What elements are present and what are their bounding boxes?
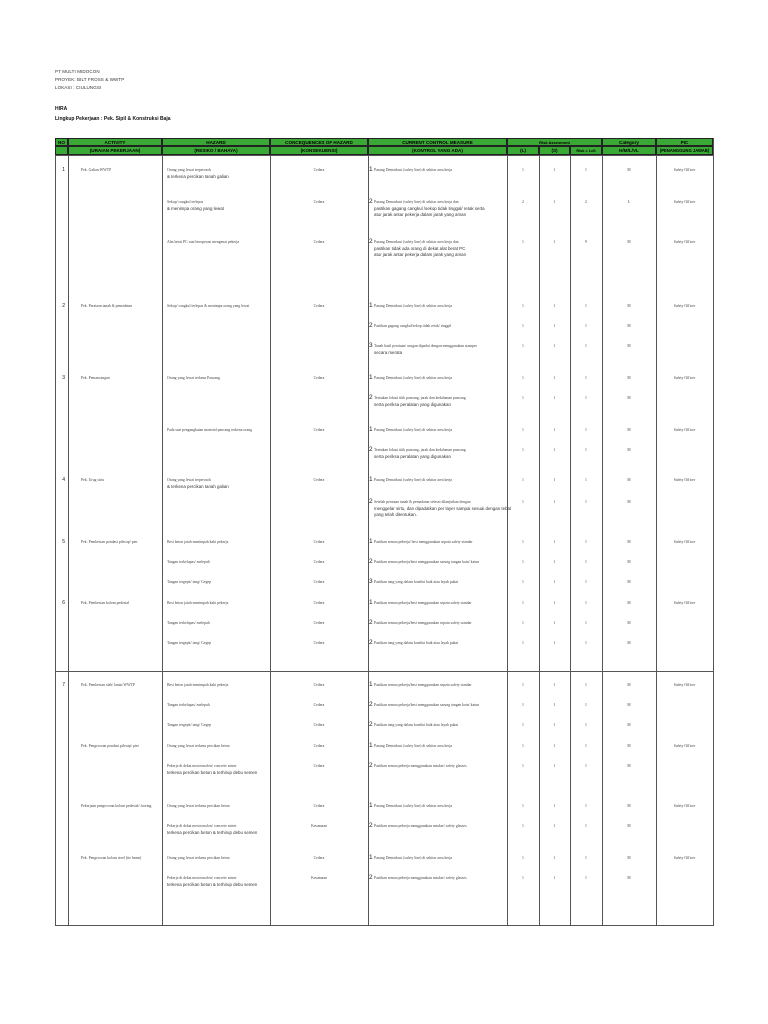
- hazard-text: Tangan tergepit/ tang/ Gegep: [167, 723, 212, 727]
- consequence-text: Cedera: [313, 683, 325, 687]
- risk-value: 1: [585, 376, 587, 380]
- consequence-text: Cedera: [313, 703, 325, 707]
- risk-value: 1: [585, 621, 587, 625]
- header-pic: PIC: [656, 138, 713, 146]
- control-text: Pastikan tang yang dalam kondisi baik atau layak pakai: [374, 580, 459, 584]
- consequence-text: Cedera: [313, 856, 325, 860]
- control-number: 2: [369, 822, 373, 829]
- likelihood-value: 1: [522, 344, 524, 348]
- risk-value: 1: [585, 324, 587, 328]
- control-text-line2: secara merata: [374, 350, 403, 355]
- severity-value: 1: [553, 641, 556, 645]
- likelihood-value: 1: [522, 560, 524, 564]
- risk-value: 1: [585, 703, 587, 707]
- header-hazard-sub: (RESIKO / BAHAYA): [162, 146, 270, 155]
- severity-value: 1: [553, 324, 556, 328]
- category-value: M: [627, 601, 631, 605]
- control-number: 2: [369, 498, 373, 505]
- likelihood-value: 1: [522, 580, 524, 584]
- consequence-text: Cedera: [313, 540, 325, 544]
- category-value: M: [627, 344, 631, 348]
- pic-value: Safety Officer: [673, 428, 696, 432]
- pic-value: Safety Officer: [673, 240, 696, 244]
- pic-value: Safety Officer: [673, 478, 696, 482]
- header-category-sub: H/M/L/VL: [602, 146, 656, 155]
- severity-value: 1: [553, 200, 556, 204]
- risk-value: 1: [585, 876, 587, 880]
- hazard-text: Besi beton jatuh menimpah kaki pekerja: [167, 540, 229, 544]
- risk-value: 1: [585, 448, 587, 452]
- pic-value: Safety Officer: [673, 540, 696, 544]
- control-text-line2: serta periksa peralatan yang digunakan: [374, 402, 451, 407]
- hazard-text: Orang yang lewat terperosok: [167, 478, 211, 482]
- hazard-text: Pekerja di dekat mesin molen/ concrete mixer: [167, 876, 237, 880]
- severity-value: 1: [553, 876, 556, 880]
- severity-value: 1: [553, 804, 556, 808]
- row-number: 1: [62, 167, 65, 173]
- control-number: 1: [369, 854, 373, 861]
- severity-value: 1: [553, 168, 556, 172]
- category-value: M: [627, 683, 631, 687]
- likelihood-value: 1: [522, 703, 524, 707]
- activity-text: Pek. Pemancangan: [81, 376, 110, 380]
- pic-value: Safety Officer: [673, 168, 696, 172]
- risk-value: 1: [585, 723, 587, 727]
- likelihood-value: 1: [522, 764, 524, 768]
- likelihood-value: 1: [522, 396, 524, 400]
- category-value: M: [627, 304, 631, 308]
- control-number: 2: [369, 558, 373, 565]
- control-text-line3: yang telah ditentukan.: [374, 512, 417, 517]
- control-text: Pastikan semua pekerja menggunakan masker/ safety glasses: [374, 764, 467, 768]
- control-number: 1: [369, 302, 373, 309]
- row-border: [55, 155, 713, 156]
- control-number: 2: [369, 198, 373, 205]
- activity-text: Pekerjaan pengecoran kolom pedestal/ footing: [81, 804, 152, 808]
- category-value: M: [627, 540, 631, 544]
- control-text: Pasang Demarkasi (safety line) di sekitar area kerja: [374, 478, 453, 482]
- header-hazard: HAZARD: [162, 138, 270, 146]
- risk-value: 1: [585, 560, 587, 564]
- row-border: [55, 925, 713, 926]
- header-pic-sub: (PENANGGUNG JAWAB): [656, 146, 713, 155]
- control-text: Pastikan semua pekerja/besi menggunakan sarung tangan kain/ katun: [374, 560, 480, 564]
- activity-text: Pek. Pembesian kolom pedestal: [81, 601, 130, 605]
- hazard-text: Tangan tergepit/ tang/ Gegep: [167, 641, 212, 645]
- control-number: 2: [369, 721, 373, 728]
- control-text: Pastikan semua pekerja/besi menggunakan sarung tangan kain/ katun: [374, 703, 480, 707]
- consequence-text: Cedera: [313, 601, 325, 605]
- control-number: 2: [369, 322, 373, 329]
- category-value: M: [627, 478, 631, 482]
- category-value: M: [627, 428, 631, 432]
- hazard-text: Pada saat pengangkatan material pancang terkena orang: [167, 428, 252, 432]
- risk-value: 1: [585, 824, 587, 828]
- likelihood-value: 1: [522, 621, 524, 625]
- hazard-text: Sekop/ cangkul terlepas: [167, 200, 204, 204]
- risk-value: 1: [585, 304, 587, 308]
- category-value: M: [627, 324, 631, 328]
- hazard-text: Tangan terkelupas/ melepuh: [167, 703, 210, 707]
- control-text: Setelah perataan tanah & pemadatan selesai dilanjutkan dengan: [374, 500, 471, 504]
- control-text: Pasang Demarkasi (safety line) di sekitar area kerja: [374, 304, 453, 308]
- control-text: Tentukan lokasi titik pancang, jarak dan kedalaman pancang: [374, 448, 466, 452]
- control-number: 1: [369, 166, 373, 173]
- header-control-sub: (KONTROL YANG ADA): [368, 146, 507, 155]
- likelihood-value: 1: [522, 744, 524, 748]
- severity-value: 1: [553, 304, 556, 308]
- hazard-text: Tangan tergepit/ tang/ Gegep: [167, 580, 212, 584]
- control-text-line3: atur jarak antar pekerja dalam jarak yang aman: [374, 212, 467, 217]
- activity-text: Pek. Pembesian pondasi pilecap/ pier: [81, 540, 138, 544]
- likelihood-value: 1: [522, 304, 524, 308]
- row-number: 5: [62, 539, 65, 545]
- risk-value: 1: [585, 344, 587, 348]
- category-value: M: [627, 168, 631, 172]
- control-text: Pasang Demarkasi (safety line) di sekitar area kerja: [374, 856, 453, 860]
- control-text-line2: pastikan gagang cangkul /sekop tidak tinggal/ retak serta: [374, 206, 485, 211]
- likelihood-value: 1: [522, 478, 524, 482]
- likelihood-value: 1: [522, 240, 524, 244]
- consequence-text: Cedera: [313, 723, 325, 727]
- hazard-text: Orang yang lewat terperosok: [167, 168, 211, 172]
- consequence-text: Cedera: [313, 744, 325, 748]
- category-value: M: [627, 448, 631, 452]
- activity-text: Pek. Urug sirtu: [81, 478, 105, 482]
- likelihood-value: 1: [522, 683, 524, 687]
- control-number: 2: [369, 446, 373, 453]
- pic-value: Safety Officer: [673, 744, 696, 748]
- control-number: 1: [369, 802, 373, 809]
- severity-value: 1: [553, 344, 556, 348]
- control-text: Tanah hasil perataan/ urugan dipadat dengan menggunakan stamper: [374, 344, 477, 348]
- likelihood-value: 1: [522, 723, 524, 727]
- risk-value: 1: [585, 478, 587, 482]
- pic-value: Safety Officer: [673, 304, 696, 308]
- likelihood-value: 1: [522, 324, 524, 328]
- location: LOKASI : CIULUNGSI: [55, 85, 102, 90]
- severity-value: 1: [553, 428, 556, 432]
- control-text: Pastikan tang yang dalam kondisi baik atau layak pakai: [374, 723, 459, 727]
- likelihood-value: 1: [522, 641, 524, 645]
- category-value: M: [627, 703, 631, 707]
- consequence-text: Cedera: [313, 764, 325, 768]
- severity-value: 1: [553, 601, 556, 605]
- hazard-text-line2: terkena percikan beton & terhirup debu semen: [167, 882, 258, 887]
- control-text: Pastikan semua pekerja/ besi menggunakan sepatu safety standar: [374, 540, 473, 544]
- row-number: 3: [62, 375, 65, 381]
- consequence-text: Cedera: [313, 804, 325, 808]
- pic-value: Safety Officer: [673, 804, 696, 808]
- hazard-text: Alat berat PC saat beroperasi mengenai pekerja: [167, 240, 240, 244]
- control-text: Pasang Demarkasi (safety line) di sekitar area kerja: [374, 168, 453, 172]
- header-risk-rank: Risk = LxS: [570, 146, 602, 155]
- severity-value: 1: [553, 478, 556, 482]
- row-number: 7: [62, 682, 65, 688]
- category-value: M: [627, 560, 631, 564]
- control-text: Pastikan semua pekerja/besi menggunakan sepatu safety standar: [374, 601, 472, 605]
- likelihood-value: 1: [522, 540, 524, 544]
- severity-value: 1: [553, 744, 556, 748]
- likelihood-value: 1: [522, 168, 524, 172]
- severity-value: 1: [553, 540, 556, 544]
- severity-value: 1: [553, 621, 556, 625]
- header-control: CURRENT CONTROL MEASURE: [368, 138, 507, 146]
- category-value: M: [627, 824, 631, 828]
- row-number: 6: [62, 600, 65, 606]
- category-value: M: [627, 744, 631, 748]
- category-value: M: [627, 856, 631, 860]
- category-value: M: [627, 621, 631, 625]
- row-number: 2: [62, 303, 65, 309]
- header-activity: ACTIVITY: [68, 138, 162, 146]
- header-consequence-sub: (KONSEKUENSI): [270, 146, 368, 155]
- category-value: L: [627, 200, 631, 204]
- category-value: M: [627, 804, 631, 808]
- control-text: Pastikan semua pekerja/besi menggunakan sepatu safety standar: [374, 621, 472, 625]
- control-number: 3: [369, 578, 373, 585]
- control-number: 1: [369, 374, 373, 381]
- header-risk-assessment: Risk Assesment: [507, 138, 602, 146]
- header-category: Category: [602, 138, 656, 146]
- category-value: M: [627, 376, 631, 380]
- severity-value: 1: [553, 856, 556, 860]
- severity-value: 1: [553, 764, 556, 768]
- control-text: Pastikan semua pekerja/besi menggunakan sepatu safety standar: [374, 683, 472, 687]
- severity-value: 1: [553, 723, 556, 727]
- control-text: Pasang Demarkasi (safety line) di sekitar area kerja: [374, 804, 453, 808]
- control-number: 1: [369, 476, 373, 483]
- control-text: Pastikan tang yang dalam kondisi baik atau layak pakai: [374, 641, 459, 645]
- control-text: Pasang Demarkasi (safety line) di sekitar area kerja: [374, 744, 453, 748]
- likelihood-value: 1: [522, 601, 524, 605]
- control-number: 1: [369, 681, 373, 688]
- severity-value: 1: [553, 703, 556, 707]
- header-likelihood: (L): [507, 146, 539, 155]
- severity-value: 1: [553, 396, 556, 400]
- consequence-text: Cedera: [313, 641, 325, 645]
- consequence-text: Cedera: [313, 478, 325, 482]
- project-name: PROYEK: BILT FROSS & WWTP: [55, 77, 125, 82]
- hazard-text: Tangan terkelupas/ melepuh: [167, 560, 210, 564]
- control-number: 1: [369, 538, 373, 545]
- category-value: M: [627, 240, 631, 244]
- control-number: 2: [369, 701, 373, 708]
- consequence-text: Cedera: [313, 376, 325, 380]
- hazard-text: Orang yang lewat terkena Pancang: [167, 376, 220, 380]
- category-value: M: [627, 580, 631, 584]
- likelihood-value: 1: [522, 376, 524, 380]
- document-title: HIRA: [55, 106, 68, 112]
- control-text: Pastikan semua pekerja menggunakan masker/ safety glasses: [374, 876, 467, 880]
- consequence-text: Cedera: [313, 580, 325, 584]
- hazard-text: Orang yang lewat terkena percikan beton: [167, 804, 230, 808]
- pic-value: Safety Officer: [673, 376, 696, 380]
- risk-value: 2: [585, 200, 587, 204]
- consequence-text: Cedera: [313, 304, 325, 308]
- header-severity: (S): [539, 146, 570, 155]
- risk-value: 1: [585, 683, 587, 687]
- risk-value: 1: [585, 601, 587, 605]
- risk-value: 1: [585, 744, 587, 748]
- pic-value: Safety Officer: [673, 200, 696, 204]
- control-text-line2: pastikan tidak ada orang di dekat alat berat PC: [374, 246, 466, 251]
- severity-value: 1: [553, 240, 556, 244]
- consequence-text: Kesamaan: [311, 824, 327, 828]
- category-value: M: [627, 396, 631, 400]
- risk-value: 1: [585, 396, 587, 400]
- control-number: 2: [369, 762, 373, 769]
- hazard-text-line2: & terkena percikan tanah galian: [167, 174, 229, 179]
- likelihood-value: 1: [522, 428, 524, 432]
- column-border: [55, 138, 56, 926]
- control-number: 2: [369, 874, 373, 881]
- likelihood-value: 1: [522, 500, 524, 504]
- risk-value: 1: [585, 856, 587, 860]
- hazard-text-line2: & terkena percikan tanah galian: [167, 484, 229, 489]
- risk-value: 1: [585, 764, 587, 768]
- likelihood-value: 2: [522, 200, 524, 204]
- likelihood-value: 1: [522, 448, 524, 452]
- hazard-text: Tangan terkelupas/ melepuh: [167, 621, 210, 625]
- control-text-line2: menggelar sirtu, dan dipadatkan per layer sampai sesuai dengan tebal: [374, 506, 511, 511]
- category-value: M: [627, 641, 631, 645]
- pic-value: Safety Officer: [673, 856, 696, 860]
- hazard-text: Orang yang lewat terkena percikan beton: [167, 856, 230, 860]
- consequence-text: Cedera: [313, 428, 325, 432]
- severity-value: 1: [553, 824, 556, 828]
- row-number: 4: [62, 477, 65, 483]
- likelihood-value: 1: [522, 876, 524, 880]
- control-number: 2: [369, 619, 373, 626]
- severity-value: 1: [553, 560, 556, 564]
- control-number: 2: [369, 238, 373, 245]
- hazard-text: Orang yang lewat terkena percikan beton: [167, 744, 230, 748]
- likelihood-value: 1: [522, 824, 524, 828]
- severity-value: 1: [553, 448, 556, 452]
- control-text-line3: atur jarak antar pekerja dalam jarak yang aman: [374, 252, 467, 257]
- likelihood-value: 1: [522, 804, 524, 808]
- consequence-text: Cedera: [313, 560, 325, 564]
- category-value: M: [627, 764, 631, 768]
- header-no: NO: [55, 138, 68, 146]
- likelihood-value: 1: [522, 856, 524, 860]
- severity-value: 1: [553, 580, 556, 584]
- risk-value: 9: [585, 240, 587, 244]
- control-number: 1: [369, 742, 373, 749]
- risk-value: 1: [585, 540, 587, 544]
- activity-text: Pek. Perataan tanah & pemadatan: [81, 304, 133, 308]
- column-border: [162, 138, 163, 926]
- control-text: Tentukan lokasi titik pancang, jarak dan kedalaman pancang: [374, 396, 466, 400]
- control-number: 3: [369, 342, 373, 349]
- control-number: 2: [369, 639, 373, 646]
- control-text: Pasang Demarkasi (safety line) di sekitar area kerja dan: [374, 240, 459, 244]
- hazard-text: Sekop/ cangkul terlepas & menimpa orang yang lewat: [167, 304, 250, 308]
- risk-value: 1: [585, 804, 587, 808]
- consequence-text: Cedera: [313, 168, 325, 172]
- activity-text: Pek. Pembesian slab/ lantai WWTP: [81, 683, 136, 687]
- header-activity-sub: (URAIAN PEKERJAAN): [68, 146, 162, 155]
- category-value: M: [627, 723, 631, 727]
- hazard-text: Besi beton jatuh menimpah kaki pekerja: [167, 683, 229, 687]
- column-border: [68, 138, 69, 926]
- hira-table: [55, 138, 713, 928]
- work-scope: Lingkup Pekerjaan : Pek. Sipil & Konstruksi Baja: [55, 116, 171, 122]
- risk-value: 1: [585, 641, 587, 645]
- control-text: Pastikan gagang cangkul/sekop tidak retak/ tinggal: [374, 324, 452, 328]
- pic-value: Safety Officer: [673, 601, 696, 605]
- hazard-text: Pekerja di dekat mesin molen/ concrete mixer: [167, 824, 237, 828]
- hazard-text-line2: terkena percikan beton & terhirup debu semen: [167, 770, 258, 775]
- severity-value: 1: [553, 376, 556, 380]
- risk-value: 1: [585, 168, 587, 172]
- header-no-sub: [55, 146, 68, 155]
- control-text: Pasang Demarkasi (safety line) di sekitar area kerja: [374, 376, 453, 380]
- hazard-text: Besi beton jatuh menimpah kaki pekerja: [167, 601, 229, 605]
- consequence-text: Cedera: [313, 621, 325, 625]
- hazard-text-line2: & menimpa orang yang lewat: [167, 206, 224, 211]
- control-text: Pasang Demarkasi (safety line) di sekitar area kerja: [374, 428, 453, 432]
- control-text: Pasang Demarkasi (safety line) di sekitar area kerja dan: [374, 200, 459, 204]
- row-border: [55, 671, 713, 672]
- activity-text: Pek. Galian WWTP: [81, 168, 112, 172]
- consequence-text: Cedera: [313, 200, 325, 204]
- risk-value: 1: [585, 580, 587, 584]
- risk-value: 1: [585, 428, 587, 432]
- activity-text: Pek. Pengecoran pondasi pilecap/ pier: [81, 744, 139, 748]
- consequence-text: Kesamaan: [311, 876, 327, 880]
- risk-value: 1: [585, 500, 587, 504]
- severity-value: 1: [553, 683, 556, 687]
- hazard-text: Pekerja di dekat mesin molen/ concrete mixer: [167, 764, 237, 768]
- control-number: 1: [369, 599, 373, 606]
- severity-value: 1: [553, 500, 556, 504]
- consequence-text: Cedera: [313, 240, 325, 244]
- category-value: M: [627, 500, 631, 504]
- control-text-line2: serta periksa peralatan yang digunakan: [374, 454, 451, 459]
- pic-value: Safety Officer: [673, 683, 696, 687]
- control-text: Pastikan semua pekerja menggunakan masker/ safety glasses: [374, 824, 467, 828]
- company-name: PT MULTI MIDOCON: [55, 69, 100, 74]
- column-border: [713, 138, 714, 926]
- category-value: M: [627, 876, 631, 880]
- activity-text: Pek. Pengecoran kolom steel (tie beam): [81, 856, 142, 860]
- hazard-text-line2: terkena percikan beton & terhirup debu semen: [167, 830, 258, 835]
- header-consequence: CONCEQUENCES OF HAZARD: [270, 138, 368, 146]
- control-number: 2: [369, 394, 373, 401]
- control-number: 1: [369, 426, 373, 433]
